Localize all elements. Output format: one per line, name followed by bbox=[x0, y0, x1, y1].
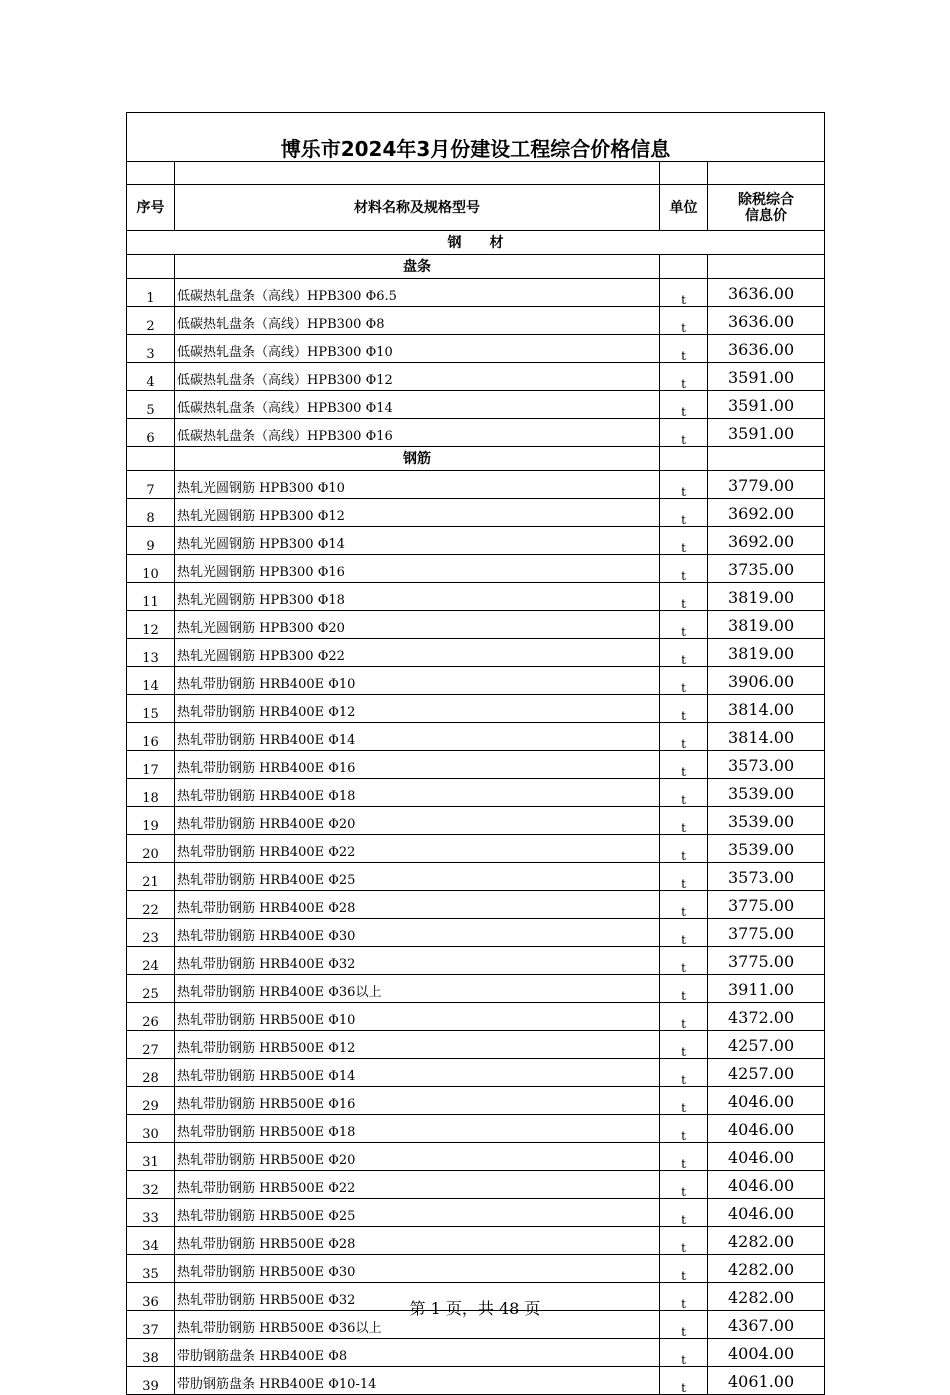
row-material-name: 热轧带肋钢筋 HRB400E Φ12 bbox=[175, 695, 660, 723]
row-material-name: 低碳热轧盘条（高线）HPB300 Φ12 bbox=[175, 363, 660, 391]
row-unit: t bbox=[660, 639, 708, 667]
row-material-name: 热轧带肋钢筋 HRB500E Φ25 bbox=[175, 1199, 660, 1227]
row-price: 4282.00 bbox=[708, 1227, 825, 1255]
row-price: 3636.00 bbox=[708, 307, 825, 335]
table-row bbox=[127, 391, 825, 419]
blank-row bbox=[127, 162, 825, 185]
row-material-name: 热轧带肋钢筋 HRB500E Φ28 bbox=[175, 1227, 660, 1255]
row-seq: 36 bbox=[127, 1283, 175, 1311]
row-seq: 4 bbox=[127, 363, 175, 391]
row-price: 3573.00 bbox=[708, 751, 825, 779]
row-unit: t bbox=[660, 307, 708, 335]
row-material-name: 带肋钢筋盘条 HRB400E Φ8 bbox=[175, 1339, 660, 1367]
section-title: 钢 材 bbox=[127, 231, 825, 255]
table-row bbox=[127, 1367, 825, 1395]
row-material-name: 热轧带肋钢筋 HRB500E Φ32 bbox=[175, 1283, 660, 1311]
row-price: 3814.00 bbox=[708, 695, 825, 723]
row-material-name: 热轧带肋钢筋 HRB400E Φ20 bbox=[175, 807, 660, 835]
row-material-name: 热轧带肋钢筋 HRB500E Φ10 bbox=[175, 1003, 660, 1031]
row-price: 3819.00 bbox=[708, 639, 825, 667]
row-seq: 31 bbox=[127, 1143, 175, 1171]
row-material-name: 热轧带肋钢筋 HRB400E Φ28 bbox=[175, 891, 660, 919]
row-material-name: 热轧带肋钢筋 HRB400E Φ22 bbox=[175, 835, 660, 863]
row-unit: t bbox=[660, 1339, 708, 1367]
row-seq: 2 bbox=[127, 307, 175, 335]
row-material-name: 热轧带肋钢筋 HRB500E Φ16 bbox=[175, 1087, 660, 1115]
row-price: 3636.00 bbox=[708, 335, 825, 363]
row-price: 3692.00 bbox=[708, 527, 825, 555]
row-seq: 6 bbox=[127, 419, 175, 447]
row-material-name: 热轧带肋钢筋 HRB500E Φ20 bbox=[175, 1143, 660, 1171]
row-price: 3692.00 bbox=[708, 499, 825, 527]
table-row bbox=[127, 1143, 825, 1171]
row-unit: t bbox=[660, 695, 708, 723]
table-row bbox=[127, 279, 825, 307]
row-seq: 35 bbox=[127, 1255, 175, 1283]
row-material-name: 热轧带肋钢筋 HRB400E Φ36以上 bbox=[175, 975, 660, 1003]
row-seq: 17 bbox=[127, 751, 175, 779]
row-unit: t bbox=[660, 471, 708, 499]
row-unit: t bbox=[660, 1311, 708, 1339]
row-price: 4046.00 bbox=[708, 1087, 825, 1115]
row-unit: t bbox=[660, 419, 708, 447]
row-unit: t bbox=[660, 499, 708, 527]
row-unit: t bbox=[660, 1283, 708, 1311]
row-price: 3591.00 bbox=[708, 363, 825, 391]
row-material-name: 热轧带肋钢筋 HRB500E Φ30 bbox=[175, 1255, 660, 1283]
row-price: 4282.00 bbox=[708, 1283, 825, 1311]
row-price: 3775.00 bbox=[708, 919, 825, 947]
row-seq: 8 bbox=[127, 499, 175, 527]
row-unit: t bbox=[660, 807, 708, 835]
row-unit: t bbox=[660, 779, 708, 807]
table-row bbox=[127, 639, 825, 667]
row-price: 3539.00 bbox=[708, 807, 825, 835]
row-price: 4367.00 bbox=[708, 1311, 825, 1339]
row-seq: 13 bbox=[127, 639, 175, 667]
price-table bbox=[126, 112, 825, 1395]
row-price: 3906.00 bbox=[708, 667, 825, 695]
row-unit: t bbox=[660, 1059, 708, 1087]
row-price: 3539.00 bbox=[708, 835, 825, 863]
row-unit: t bbox=[660, 363, 708, 391]
row-material-name: 低碳热轧盘条（高线）HPB300 Φ10 bbox=[175, 335, 660, 363]
table-row bbox=[127, 1171, 825, 1199]
table-row bbox=[127, 1199, 825, 1227]
table-row bbox=[127, 1059, 825, 1087]
row-unit: t bbox=[660, 751, 708, 779]
row-price: 3591.00 bbox=[708, 419, 825, 447]
subsection-row bbox=[127, 447, 825, 471]
row-seq: 14 bbox=[127, 667, 175, 695]
row-material-name: 低碳热轧盘条（高线）HPB300 Φ16 bbox=[175, 419, 660, 447]
row-seq: 12 bbox=[127, 611, 175, 639]
row-seq: 10 bbox=[127, 555, 175, 583]
table-row bbox=[127, 1115, 825, 1143]
row-unit: t bbox=[660, 863, 708, 891]
row-unit: t bbox=[660, 527, 708, 555]
row-seq: 37 bbox=[127, 1311, 175, 1339]
row-seq: 18 bbox=[127, 779, 175, 807]
row-price: 3573.00 bbox=[708, 863, 825, 891]
row-price: 4046.00 bbox=[708, 1115, 825, 1143]
row-seq: 26 bbox=[127, 1003, 175, 1031]
row-material-name: 热轧带肋钢筋 HRB400E Φ16 bbox=[175, 751, 660, 779]
row-unit: t bbox=[660, 975, 708, 1003]
header-price: 除税综合 信息价 bbox=[708, 185, 825, 231]
row-seq: 20 bbox=[127, 835, 175, 863]
row-seq: 29 bbox=[127, 1087, 175, 1115]
row-material-name: 热轧光圆钢筋 HPB300 Φ20 bbox=[175, 611, 660, 639]
row-material-name: 热轧光圆钢筋 HPB300 Φ18 bbox=[175, 583, 660, 611]
row-material-name: 热轧光圆钢筋 HPB300 Φ10 bbox=[175, 471, 660, 499]
table-row bbox=[127, 555, 825, 583]
row-material-name: 热轧带肋钢筋 HRB400E Φ30 bbox=[175, 919, 660, 947]
row-unit: t bbox=[660, 1087, 708, 1115]
row-unit: t bbox=[660, 667, 708, 695]
table-row bbox=[127, 891, 825, 919]
row-seq: 16 bbox=[127, 723, 175, 751]
row-price: 4372.00 bbox=[708, 1003, 825, 1031]
row-seq: 5 bbox=[127, 391, 175, 419]
table-row bbox=[127, 583, 825, 611]
row-unit: t bbox=[660, 391, 708, 419]
row-price: 3539.00 bbox=[708, 779, 825, 807]
row-material-name: 热轧光圆钢筋 HPB300 Φ12 bbox=[175, 499, 660, 527]
row-seq: 28 bbox=[127, 1059, 175, 1087]
row-unit: t bbox=[660, 1143, 708, 1171]
row-seq: 15 bbox=[127, 695, 175, 723]
row-price: 3591.00 bbox=[708, 391, 825, 419]
table-row bbox=[127, 335, 825, 363]
row-price: 3735.00 bbox=[708, 555, 825, 583]
row-unit: t bbox=[660, 1255, 708, 1283]
row-seq: 9 bbox=[127, 527, 175, 555]
row-unit: t bbox=[660, 1367, 708, 1395]
row-price: 4046.00 bbox=[708, 1143, 825, 1171]
row-seq: 23 bbox=[127, 919, 175, 947]
row-unit: t bbox=[660, 1031, 708, 1059]
row-unit: t bbox=[660, 723, 708, 751]
row-unit: t bbox=[660, 919, 708, 947]
row-material-name: 带肋钢筋盘条 HRB400E Φ10-14 bbox=[175, 1367, 660, 1395]
page-footer: 第 1 页，共 48 页 bbox=[409, 1299, 541, 1318]
row-price: 3819.00 bbox=[708, 583, 825, 611]
subsection-row bbox=[127, 255, 825, 279]
row-material-name: 热轧光圆钢筋 HPB300 Φ22 bbox=[175, 639, 660, 667]
row-unit: t bbox=[660, 335, 708, 363]
row-price: 4046.00 bbox=[708, 1171, 825, 1199]
table-row bbox=[127, 1255, 825, 1283]
row-material-name: 低碳热轧盘条（高线）HPB300 Φ8 bbox=[175, 307, 660, 335]
table-header bbox=[127, 185, 825, 231]
row-material-name: 热轧带肋钢筋 HRB400E Φ32 bbox=[175, 947, 660, 975]
row-unit: t bbox=[660, 1003, 708, 1031]
row-seq: 11 bbox=[127, 583, 175, 611]
table-row bbox=[127, 695, 825, 723]
row-seq: 22 bbox=[127, 891, 175, 919]
row-material-name: 热轧带肋钢筋 HRB500E Φ18 bbox=[175, 1115, 660, 1143]
row-seq: 32 bbox=[127, 1171, 175, 1199]
row-material-name: 热轧光圆钢筋 HPB300 Φ14 bbox=[175, 527, 660, 555]
row-unit: t bbox=[660, 279, 708, 307]
row-unit: t bbox=[660, 1199, 708, 1227]
row-price: 3636.00 bbox=[708, 279, 825, 307]
header-name: 材料名称及规格型号 bbox=[175, 185, 660, 231]
table-row bbox=[127, 611, 825, 639]
row-seq: 34 bbox=[127, 1227, 175, 1255]
row-seq: 25 bbox=[127, 975, 175, 1003]
row-unit: t bbox=[660, 891, 708, 919]
table-row bbox=[127, 527, 825, 555]
header-seq: 序号 bbox=[127, 185, 175, 231]
row-price: 3911.00 bbox=[708, 975, 825, 1003]
table-row bbox=[127, 419, 825, 447]
row-seq: 1 bbox=[127, 279, 175, 307]
row-material-name: 热轧带肋钢筋 HRB400E Φ18 bbox=[175, 779, 660, 807]
row-seq: 27 bbox=[127, 1031, 175, 1059]
row-seq: 30 bbox=[127, 1115, 175, 1143]
table-row bbox=[127, 919, 825, 947]
row-price: 3814.00 bbox=[708, 723, 825, 751]
table-row bbox=[127, 1227, 825, 1255]
table-row bbox=[127, 363, 825, 391]
row-unit: t bbox=[660, 835, 708, 863]
subsection-title: 钢筋 bbox=[175, 447, 660, 471]
row-material-name: 热轧带肋钢筋 HRB400E Φ10 bbox=[175, 667, 660, 695]
row-material-name: 热轧带肋钢筋 HRB500E Φ12 bbox=[175, 1031, 660, 1059]
row-price: 4004.00 bbox=[708, 1339, 825, 1367]
row-seq: 3 bbox=[127, 335, 175, 363]
row-price: 4046.00 bbox=[708, 1199, 825, 1227]
table-row bbox=[127, 947, 825, 975]
row-material-name: 热轧带肋钢筋 HRB500E Φ36以上 bbox=[175, 1311, 660, 1339]
row-price: 4061.00 bbox=[708, 1367, 825, 1395]
table-row bbox=[127, 1339, 825, 1367]
row-price: 4282.00 bbox=[708, 1255, 825, 1283]
row-material-name: 热轧带肋钢筋 HRB500E Φ22 bbox=[175, 1171, 660, 1199]
table-row bbox=[127, 975, 825, 1003]
row-unit: t bbox=[660, 555, 708, 583]
row-price: 4257.00 bbox=[708, 1031, 825, 1059]
row-unit: t bbox=[660, 583, 708, 611]
table-row bbox=[127, 499, 825, 527]
row-material-name: 低碳热轧盘条（高线）HPB300 Φ6.5 bbox=[175, 279, 660, 307]
row-price: 3819.00 bbox=[708, 611, 825, 639]
row-seq: 19 bbox=[127, 807, 175, 835]
row-unit: t bbox=[660, 611, 708, 639]
row-price: 3779.00 bbox=[708, 471, 825, 499]
row-price: 4257.00 bbox=[708, 1059, 825, 1087]
table-row bbox=[127, 751, 825, 779]
row-unit: t bbox=[660, 1115, 708, 1143]
row-material-name: 热轧带肋钢筋 HRB400E Φ14 bbox=[175, 723, 660, 751]
row-material-name: 热轧光圆钢筋 HPB300 Φ16 bbox=[175, 555, 660, 583]
row-price: 3775.00 bbox=[708, 891, 825, 919]
row-material-name: 低碳热轧盘条（高线）HPB300 Φ14 bbox=[175, 391, 660, 419]
table-row bbox=[127, 807, 825, 835]
table-row bbox=[127, 1031, 825, 1059]
page-title: 博乐市2024年3月份建设工程综合价格信息 bbox=[127, 113, 825, 162]
table-row bbox=[127, 1003, 825, 1031]
table-row bbox=[127, 307, 825, 335]
table-row bbox=[127, 863, 825, 891]
row-material-name: 热轧带肋钢筋 HRB500E Φ14 bbox=[175, 1059, 660, 1087]
table-row bbox=[127, 723, 825, 751]
table-row bbox=[127, 1087, 825, 1115]
row-material-name: 热轧带肋钢筋 HRB400E Φ25 bbox=[175, 863, 660, 891]
row-seq: 21 bbox=[127, 863, 175, 891]
table-row bbox=[127, 667, 825, 695]
subsection-title: 盘条 bbox=[175, 255, 660, 279]
row-price: 3775.00 bbox=[708, 947, 825, 975]
row-seq: 38 bbox=[127, 1339, 175, 1367]
row-unit: t bbox=[660, 1227, 708, 1255]
row-seq: 24 bbox=[127, 947, 175, 975]
table-row bbox=[127, 835, 825, 863]
price-table-sheet bbox=[126, 112, 824, 1395]
row-seq: 39 bbox=[127, 1367, 175, 1395]
row-unit: t bbox=[660, 1171, 708, 1199]
table-row bbox=[127, 471, 825, 499]
row-seq: 7 bbox=[127, 471, 175, 499]
row-seq: 33 bbox=[127, 1199, 175, 1227]
row-unit: t bbox=[660, 947, 708, 975]
table-row bbox=[127, 779, 825, 807]
header-unit: 单位 bbox=[660, 185, 708, 231]
